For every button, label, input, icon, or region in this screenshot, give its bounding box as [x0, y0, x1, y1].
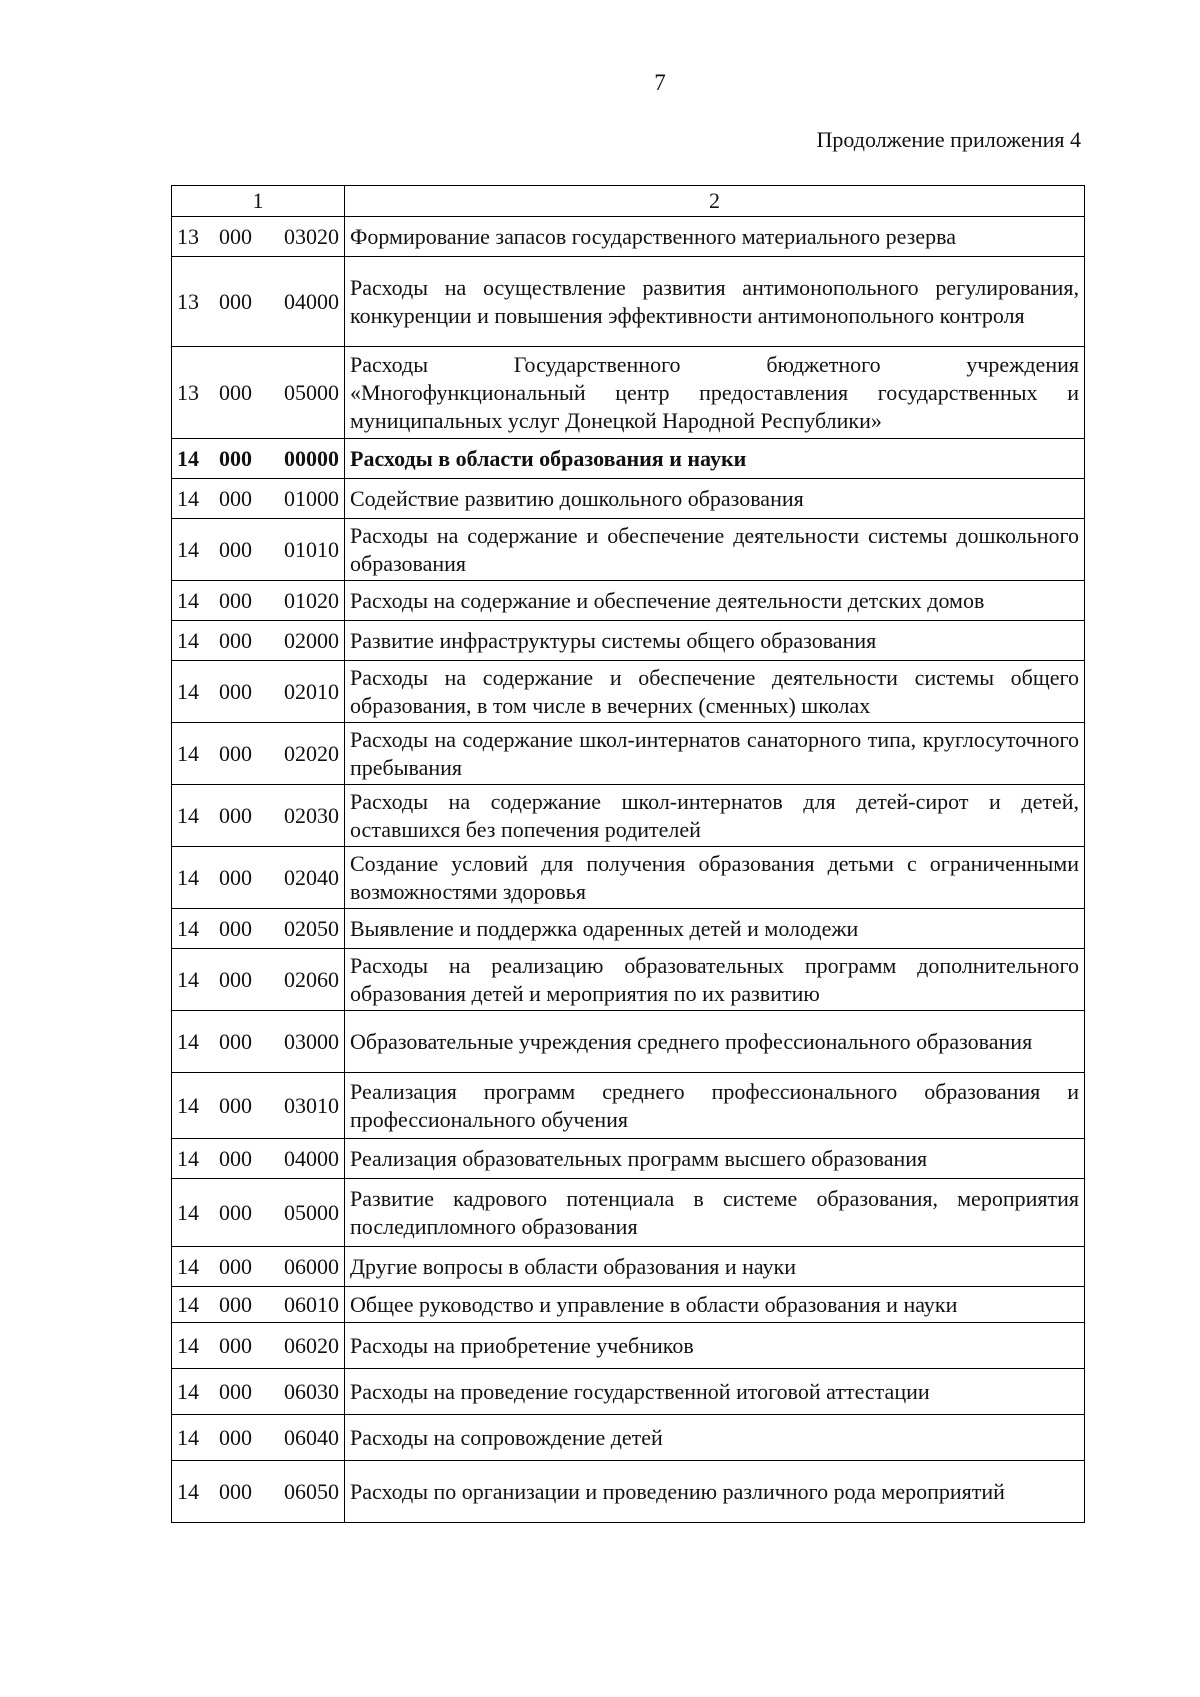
table-row — [172, 1461, 1085, 1523]
code-segment: 03000 — [284, 1028, 339, 1054]
code-segment: 000 — [219, 864, 252, 890]
row-code-cell — [172, 439, 345, 479]
code-segment: 000 — [219, 678, 252, 704]
code-segment: 14 — [177, 445, 199, 471]
code-segment: 02030 — [284, 802, 339, 828]
row-description: Развитие кадрового потенциала в системе образования, мероприятия последипломного образования — [345, 1179, 1085, 1247]
code-segment: 01020 — [284, 587, 339, 613]
page-number: 7 — [654, 70, 666, 95]
code-segment: 06000 — [284, 1253, 339, 1279]
code-segment: 000 — [219, 1145, 252, 1171]
code-segment: 06050 — [284, 1478, 339, 1504]
code-segment: 05000 — [284, 1199, 339, 1225]
row-code-cell — [172, 1247, 345, 1287]
row-code-cell — [172, 479, 345, 519]
code-segment: 14 — [177, 802, 199, 828]
row-code — [177, 915, 339, 943]
code-segment: 02010 — [284, 678, 339, 704]
code-segment: 000 — [219, 536, 252, 562]
code-segment: 14 — [177, 1199, 199, 1225]
code-segment: 000 — [219, 740, 252, 766]
row-description: Другие вопросы в области образования и науки — [345, 1247, 1085, 1287]
row-description: Формирование запасов государственного материального резерва — [345, 217, 1085, 257]
row-description: Расходы на проведение государственной итоговой аттестации — [345, 1369, 1085, 1415]
code-segment: 01010 — [284, 536, 339, 562]
row-code — [177, 1253, 339, 1281]
code-segment: 000 — [219, 1478, 252, 1504]
code-segment: 000 — [219, 288, 252, 314]
table-body — [172, 217, 1085, 1523]
row-description: Расходы на осуществление развития антимонопольного регулирования, конкуренции и повышения эффективности антимонопольного контроля — [345, 257, 1085, 347]
row-code — [177, 445, 339, 473]
table-row — [172, 621, 1085, 661]
row-code-cell — [172, 1369, 345, 1415]
table-row — [172, 347, 1085, 439]
row-code — [177, 379, 339, 407]
row-code — [177, 1332, 339, 1360]
row-code — [177, 536, 339, 564]
table-row — [172, 949, 1085, 1011]
row-code — [177, 864, 339, 892]
code-segment: 000 — [219, 1092, 252, 1118]
row-code-cell — [172, 257, 345, 347]
row-code-cell — [172, 1415, 345, 1461]
row-description: Расходы в области образования и науки — [345, 439, 1085, 479]
code-segment: 01000 — [284, 485, 339, 511]
code-segment: 14 — [177, 864, 199, 890]
row-description: Образовательные учреждения среднего профессионального образования — [345, 1011, 1085, 1073]
row-description: Реализация образовательных программ высшего образования — [345, 1139, 1085, 1179]
code-segment: 000 — [219, 1199, 252, 1225]
row-description: Расходы на содержание и обеспечение деятельности системы дошкольного образования — [345, 519, 1085, 581]
code-segment: 02040 — [284, 864, 339, 890]
row-code-cell — [172, 723, 345, 785]
row-description: Общее руководство и управление в области образования и науки — [345, 1287, 1085, 1323]
code-segment: 03020 — [284, 223, 339, 249]
row-description: Выявление и поддержка одаренных детей и молодежи — [345, 909, 1085, 949]
row-description: Расходы на реализацию образовательных программ дополнительного образования детей и мероприятия по их развитию — [345, 949, 1085, 1011]
row-code — [177, 678, 339, 706]
code-segment: 04000 — [284, 288, 339, 314]
table-row — [172, 1139, 1085, 1179]
table-row — [172, 519, 1085, 581]
row-code-cell — [172, 347, 345, 439]
code-segment: 000 — [219, 1028, 252, 1054]
code-segment: 14 — [177, 678, 199, 704]
code-segment: 13 — [177, 223, 199, 249]
code-segment: 000 — [219, 1332, 252, 1358]
code-segment: 04000 — [284, 1145, 339, 1171]
row-code-cell — [172, 785, 345, 847]
row-code-cell — [172, 621, 345, 661]
row-code — [177, 740, 339, 768]
table-row — [172, 1247, 1085, 1287]
row-code-cell — [172, 1287, 345, 1323]
code-segment: 000 — [219, 627, 252, 653]
row-code — [177, 485, 339, 513]
table-row — [172, 661, 1085, 723]
column-header-code: 1 — [172, 186, 345, 217]
row-description: Расходы Государственного бюджетного учреждения «Многофункциональный центр предоставления государственных и муниципальных услуг Донецкой Народной Республики» — [345, 347, 1085, 439]
row-code-cell — [172, 949, 345, 1011]
row-code-cell — [172, 1139, 345, 1179]
row-description: Реализация программ среднего профессионального образования и профессионального обучения — [345, 1073, 1085, 1139]
row-code-cell — [172, 519, 345, 581]
table-row — [172, 439, 1085, 479]
row-code — [177, 1291, 339, 1319]
code-segment: 06020 — [284, 1332, 339, 1358]
code-segment: 14 — [177, 740, 199, 766]
row-code — [177, 1378, 339, 1406]
code-segment: 14 — [177, 587, 199, 613]
table-row — [172, 1415, 1085, 1461]
code-segment: 14 — [177, 1253, 199, 1279]
appendix-continuation-label: Продолжение приложения 4 — [816, 127, 1081, 152]
row-code — [177, 966, 339, 994]
row-description: Развитие инфраструктуры системы общего образования — [345, 621, 1085, 661]
row-code-cell — [172, 661, 345, 723]
row-code — [177, 288, 339, 316]
code-segment: 14 — [177, 966, 199, 992]
row-code — [177, 1145, 339, 1173]
row-code — [177, 802, 339, 830]
table-row — [172, 217, 1085, 257]
table-row — [172, 1323, 1085, 1369]
row-description: Расходы на содержание и обеспечение деятельности детских домов — [345, 581, 1085, 621]
code-segment: 02000 — [284, 627, 339, 653]
code-segment: 000 — [219, 223, 252, 249]
table-row — [172, 1179, 1085, 1247]
table-row — [172, 847, 1085, 909]
code-segment: 14 — [177, 485, 199, 511]
row-code-cell — [172, 1011, 345, 1073]
code-segment: 14 — [177, 1028, 199, 1054]
code-segment: 14 — [177, 915, 199, 941]
code-segment: 000 — [219, 445, 252, 471]
table-row — [172, 1073, 1085, 1139]
table-header-row — [172, 186, 1085, 217]
code-segment: 14 — [177, 536, 199, 562]
code-segment: 14 — [177, 1478, 199, 1504]
row-description: Создание условий для получения образования детьми с ограниченными возможностями здоровья — [345, 847, 1085, 909]
row-code-cell — [172, 1461, 345, 1523]
table-row — [172, 581, 1085, 621]
table-row — [172, 1287, 1085, 1323]
row-code-cell — [172, 847, 345, 909]
row-code — [177, 1199, 339, 1227]
code-segment: 02060 — [284, 966, 339, 992]
code-segment: 13 — [177, 379, 199, 405]
code-segment: 000 — [219, 587, 252, 613]
code-segment: 000 — [219, 485, 252, 511]
row-description: Расходы по организации и проведению различного рода мероприятий — [345, 1461, 1085, 1523]
row-code — [177, 587, 339, 615]
code-segment: 00000 — [284, 445, 339, 471]
code-segment: 02020 — [284, 740, 339, 766]
code-segment: 13 — [177, 288, 199, 314]
row-code-cell — [172, 1323, 345, 1369]
row-code-cell — [172, 1073, 345, 1139]
budget-classification-table — [171, 185, 1085, 1523]
row-description: Расходы на приобретение учебников — [345, 1323, 1085, 1369]
code-segment: 06040 — [284, 1424, 339, 1450]
code-segment: 000 — [219, 1291, 252, 1317]
table-row — [172, 785, 1085, 847]
row-description: Содействие развитию дошкольного образования — [345, 479, 1085, 519]
code-segment: 03010 — [284, 1092, 339, 1118]
table-row — [172, 1369, 1085, 1415]
row-description: Расходы на содержание и обеспечение деятельности системы общего образования, в том числе в вечерних (сменных) школах — [345, 661, 1085, 723]
row-code — [177, 1028, 339, 1056]
table-row — [172, 909, 1085, 949]
code-segment: 000 — [219, 1378, 252, 1404]
code-segment: 000 — [219, 1253, 252, 1279]
code-segment: 000 — [219, 802, 252, 828]
row-code-cell — [172, 1179, 345, 1247]
column-header-description: 2 — [345, 186, 1085, 217]
table-row — [172, 723, 1085, 785]
code-segment: 000 — [219, 915, 252, 941]
row-code-cell — [172, 909, 345, 949]
row-description: Расходы на содержание школ-интернатов санаторного типа, круглосуточного пребывания — [345, 723, 1085, 785]
code-segment: 14 — [177, 1332, 199, 1358]
code-segment: 14 — [177, 1378, 199, 1404]
code-segment: 000 — [219, 379, 252, 405]
code-segment: 14 — [177, 1424, 199, 1450]
code-segment: 14 — [177, 1145, 199, 1171]
code-segment: 06010 — [284, 1291, 339, 1317]
row-description: Расходы на сопровождение детей — [345, 1415, 1085, 1461]
code-segment: 06030 — [284, 1378, 339, 1404]
row-code — [177, 223, 339, 251]
code-segment: 14 — [177, 627, 199, 653]
row-code-cell — [172, 581, 345, 621]
row-code — [177, 1424, 339, 1452]
code-segment: 14 — [177, 1092, 199, 1118]
table-row — [172, 1011, 1085, 1073]
row-code — [177, 1478, 339, 1506]
table-row — [172, 479, 1085, 519]
code-segment: 02050 — [284, 915, 339, 941]
row-code — [177, 1092, 339, 1120]
table-row — [172, 257, 1085, 347]
row-description: Расходы на содержание школ-интернатов для детей-сирот и детей, оставшихся без попечения родителей — [345, 785, 1085, 847]
row-code — [177, 627, 339, 655]
code-segment: 05000 — [284, 379, 339, 405]
code-segment: 000 — [219, 1424, 252, 1450]
code-segment: 14 — [177, 1291, 199, 1317]
row-code-cell — [172, 217, 345, 257]
code-segment: 000 — [219, 966, 252, 992]
